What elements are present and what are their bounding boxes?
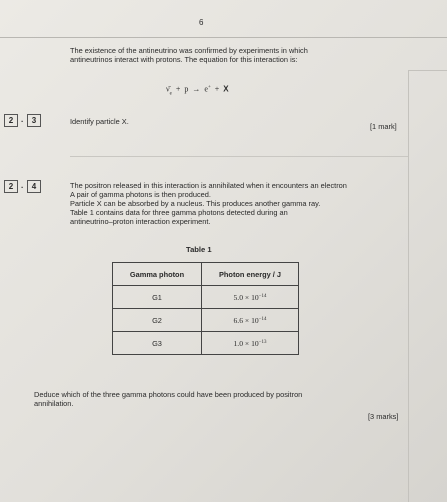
q24-line-1: The positron released in this interaction is annihilated when it encounters an electron <box>70 181 347 190</box>
table-row <box>113 286 299 309</box>
top-divider <box>0 37 447 38</box>
intro-line-2: antineutrinos interact with protons. The equation for this interaction is: <box>70 55 298 64</box>
q23-prompt: Identify particle X. <box>70 117 129 126</box>
question-number-box: 2 <box>4 114 18 127</box>
q23-marks: [1 mark] <box>370 122 397 131</box>
exam-page: 6 The existence of the antineutrino was confirmed by experiments in which antineutrinos interact with protons. The equation for this interaction is: $\nū_e + p \to e^+ + X$ 2 . 3 Identify particle X. [1 mark] 2 . 4 The positron released in this interaction is annihilated when it encounters an electron A pair of gamma photons is then produced. Particle X can be absorbed by a nucleus. This produces another gamma ray. Table 1 contains data for three gamma photons detected during an antineutrino–proton interaction experiment. Table 1 Gamma photon Photon energy / J G1 $5.0 \times 10^{-14}$ G2 $6.6 \times 10^{-14}$ G3 $1.0 \times 10^{-13}$ Deduce which of the three gamma photons could have been produced by positron annihilation. [3 marks] <box>0 0 447 502</box>
question-subnumber-box: 4 <box>27 180 41 193</box>
q24-line-5: antineutrino–proton interaction experiment. <box>70 217 211 226</box>
q24-line-4: Table 1 contains data for three gamma photons detected during an <box>70 208 288 217</box>
interaction-equation: $\nū_e + p \to e^+ + X$ <box>166 84 229 97</box>
answer-line[interactable] <box>70 156 408 157</box>
table-header-row <box>113 263 299 286</box>
photon-energy: $5.0 \times 10^{-14}$ <box>202 286 299 309</box>
q24-line-2: A pair of gamma photons is then produced. <box>70 190 211 199</box>
photon-energy: $1.0 \times 10^{-13}$ <box>202 332 299 355</box>
arrow-icon: → <box>192 84 201 94</box>
antineutrino-symbol: ν̄ <box>166 84 170 94</box>
gamma-photon-table <box>112 262 299 355</box>
photon-name: G2 <box>113 309 202 332</box>
photon-name: G3 <box>113 332 202 355</box>
question-subnumber-box: 3 <box>27 114 41 127</box>
table-row <box>113 309 299 332</box>
margin-line <box>408 70 409 502</box>
deduce-line-1: Deduce which of the three gamma photons could have been produced by positron <box>34 390 303 399</box>
deduce-line-2: annihilation. <box>34 399 74 408</box>
margin-line-top <box>408 70 447 71</box>
page-number: 6 <box>199 18 204 27</box>
table-title: Table 1 <box>186 245 212 254</box>
positron-symbol: e <box>204 84 208 94</box>
particle-x-symbol: X <box>223 84 229 94</box>
column-header-photon: Gamma photon <box>113 263 202 286</box>
column-header-energy: Photon energy / J <box>202 263 299 286</box>
q24-line-3: Particle X can be absorbed by a nucleus. This produces another gamma ray. <box>70 199 321 208</box>
intro-line-1: The existence of the antineutrino was confirmed by experiments in which <box>70 46 308 55</box>
table-row <box>113 332 299 355</box>
proton-symbol: p <box>184 84 189 94</box>
question-number-box: 2 <box>4 180 18 193</box>
q24-marks: [3 marks] <box>368 412 399 421</box>
photon-name: G1 <box>113 286 202 309</box>
photon-energy: $6.6 \times 10^{-14}$ <box>202 309 299 332</box>
